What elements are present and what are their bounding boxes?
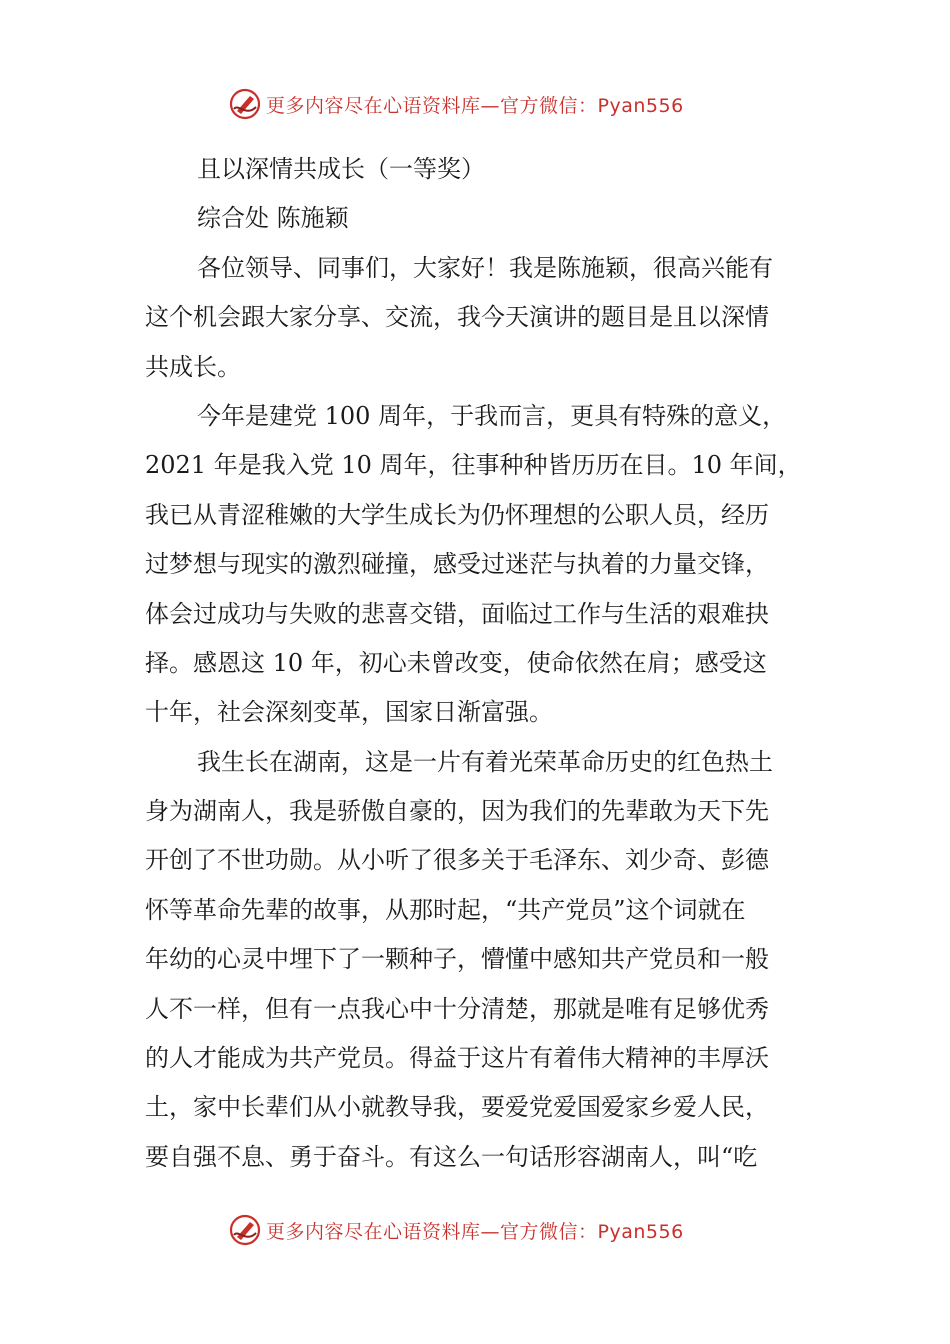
text-line: 我已从青涩稚嫩的大学生成长为仍怀理想的公职人员，经历	[145, 500, 769, 529]
pen-swirl-logo-icon	[228, 1213, 262, 1247]
text-line: 过梦想与现实的激烈碰撞，感受过迷茫与执着的力量交锋，	[145, 550, 769, 579]
text-line: 这个机会跟大家分享、交流，我今天演讲的题目是且以深情	[145, 303, 769, 332]
doc-author: 综合处 陈施颖	[197, 204, 349, 233]
text-line: 各位领导、同事们，大家好！我是陈施颖，很高兴能有	[197, 253, 773, 282]
text-line: 十年，社会深刻变革，国家日渐富强。	[145, 698, 553, 727]
footer-banner	[228, 1212, 684, 1248]
text-line: 开创了不世功勋。从小听了很多关于毛泽东、刘少奇、彭德	[145, 846, 769, 875]
text-line: 择。感恩这 10 年，初心未曾改变，使命依然在肩；感受这	[145, 648, 767, 677]
document-body	[145, 145, 810, 1182]
text-line: 的人才能成为共产党员。得益于这片有着伟大精神的丰厚沃	[145, 1044, 769, 1073]
text-line: 我生长在湖南，这是一片有着光荣革命历史的红色热土	[197, 747, 773, 776]
text-line: 体会过成功与失败的悲喜交错，面临过工作与生活的艰难抉	[145, 599, 769, 628]
text-line: 土，家中长辈们从小就教导我，要爱党爱国爱家乡爱人民，	[145, 1093, 769, 1122]
banner-text: 更多内容尽在心语资料库—官方微信：Pyan556	[266, 94, 684, 117]
wechat-id: Pyan556	[597, 94, 684, 117]
text-line: 人不一样，但有一点我心中十分清楚，那就是唯有足够优秀	[145, 994, 769, 1023]
banner-text: 更多内容尽在心语资料库—官方微信：Pyan556	[266, 1220, 684, 1243]
header-banner	[228, 86, 684, 122]
pen-swirl-logo-icon	[228, 87, 262, 121]
text-line: 年幼的心灵中埋下了一颗种子，懵懂中感知共产党员和一般	[145, 945, 769, 974]
wechat-id: Pyan556	[597, 1220, 684, 1243]
text-line: 今年是建党 100 周年，于我而言，更具有特殊的意义，	[197, 401, 787, 430]
text-line: 要自强不息、勇于奋斗。有这么一句话形容湖南人，叫“吃	[145, 1142, 758, 1171]
text-line: 2021 年是我入党 10 周年，往事种种皆历历在目。10 年间，	[145, 451, 802, 480]
doc-title: 且以深情共成长（一等奖）	[197, 155, 485, 183]
text-line: 共成长。	[145, 352, 241, 381]
text-line: 身为湖南人，我是骄傲自豪的，因为我们的先辈敢为天下先	[145, 797, 769, 826]
text-line: 怀等革命先辈的故事，从那时起，“共产党员”这个词就在	[145, 895, 746, 924]
